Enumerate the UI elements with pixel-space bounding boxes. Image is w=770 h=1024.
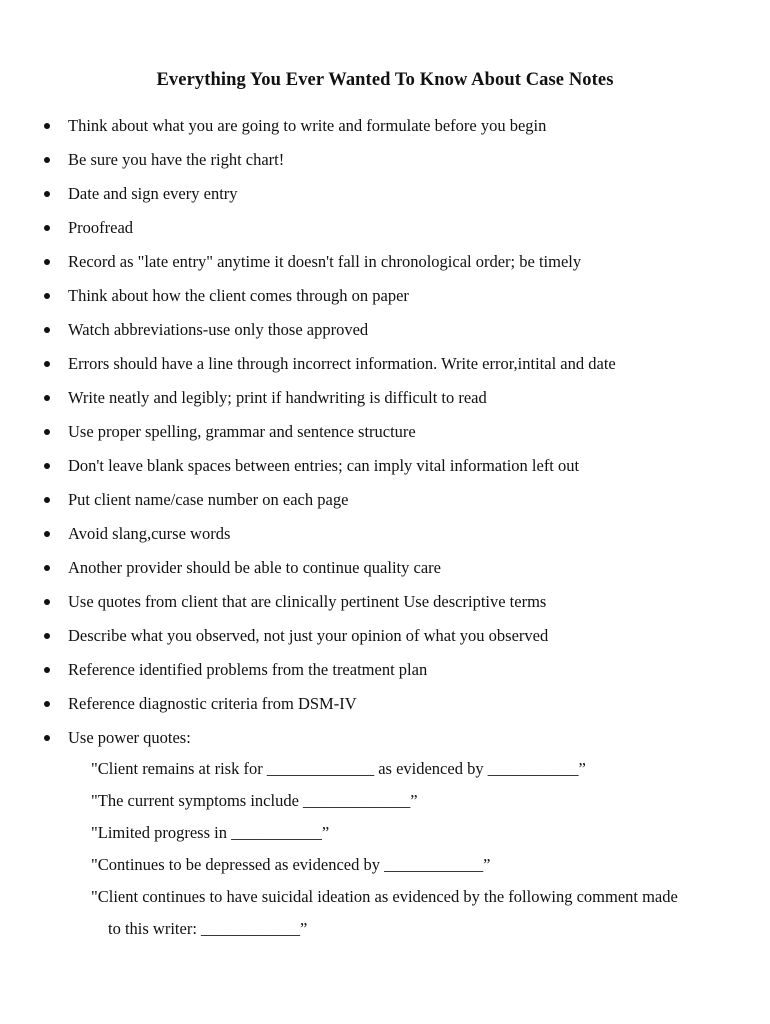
bullet-icon: [44, 123, 50, 129]
list-item: [0, 488, 770, 522]
list-item: [0, 556, 770, 590]
bullet-icon: [44, 293, 50, 299]
case-notes-list: [0, 114, 770, 760]
bullet-icon: [44, 735, 50, 741]
list-item-text: Think about what you are going to write and formulate before you begin: [68, 116, 547, 135]
list-item-text: Describe what you observed, not just your opinion of what you observed: [68, 626, 549, 645]
power-quote-text: "Client remains at risk for _____________ as evidenced by ___________”: [91, 759, 586, 778]
list-item: [0, 658, 770, 692]
power-quotes-list: [0, 757, 770, 949]
list-item-text: Errors should have a line through incorrect information. Write error,intital and date: [68, 354, 616, 373]
list-item-text: Don't leave blank spaces between entries; can imply vital information left out: [68, 456, 580, 475]
bullet-icon: [44, 701, 50, 707]
power-quote: [0, 789, 770, 821]
power-quote-text: "Limited progress in ___________”: [91, 823, 330, 842]
list-item: [0, 420, 770, 454]
list-item: [0, 726, 770, 760]
list-item: [0, 522, 770, 556]
list-item: [0, 624, 770, 658]
power-quote-text: to this writer: ____________”: [108, 919, 308, 938]
list-item: [0, 318, 770, 352]
list-item: [0, 454, 770, 488]
list-item-text: Another provider should be able to continue quality care: [68, 558, 441, 577]
list-item-text: Avoid slang,curse words: [68, 524, 231, 543]
list-item-text: Write neatly and legibly; print if handwriting is difficult to read: [68, 388, 487, 407]
power-quote: [0, 853, 770, 885]
bullet-icon: [44, 633, 50, 639]
bullet-icon: [44, 157, 50, 163]
bullet-icon: [44, 497, 50, 503]
bullet-icon: [44, 191, 50, 197]
list-item-text: Use power quotes:: [68, 728, 191, 747]
list-item: [0, 386, 770, 420]
list-item: [0, 216, 770, 250]
power-quote: [0, 757, 770, 789]
bullet-icon: [44, 327, 50, 333]
list-item-text: Date and sign every entry: [68, 184, 238, 203]
bullet-icon: [44, 565, 50, 571]
bullet-icon: [44, 225, 50, 231]
list-item: [0, 590, 770, 624]
bullet-icon: [44, 667, 50, 673]
list-item: [0, 692, 770, 726]
bullet-icon: [44, 531, 50, 537]
list-item-text: Reference identified problems from the treatment plan: [68, 660, 428, 679]
list-item: [0, 148, 770, 182]
list-item: [0, 284, 770, 318]
power-quote: [0, 821, 770, 853]
list-item-text: Put client name/case number on each page: [68, 490, 349, 509]
list-item-text: Proofread: [68, 218, 134, 237]
power-quote-text: "Continues to be depressed as evidenced by ____________”: [91, 855, 491, 874]
list-item: [0, 182, 770, 216]
power-quote: [0, 885, 770, 917]
list-item-text: Record as "late entry" anytime it doesn't fall in chronological order; be timely: [68, 252, 582, 271]
power-quote-text: "Client continues to have suicidal ideation as evidenced by the following comment made: [91, 887, 678, 906]
power-quote-continuation: [0, 917, 770, 949]
list-item-text: Think about how the client comes through on paper: [68, 286, 409, 305]
list-item: [0, 250, 770, 284]
page-title: Everything You Ever Wanted To Know About Case Notes: [156, 70, 614, 90]
bullet-icon: [44, 361, 50, 367]
bullet-icon: [44, 463, 50, 469]
bullet-icon: [44, 395, 50, 401]
bullet-icon: [44, 599, 50, 605]
bullet-icon: [44, 429, 50, 435]
list-item-text: Be sure you have the right chart!: [68, 150, 285, 169]
power-quote-text: "The current symptoms include _____________”: [91, 791, 418, 810]
list-item: [0, 352, 770, 386]
list-item: [0, 114, 770, 148]
list-item-text: Use quotes from client that are clinically pertinent Use descriptive terms: [68, 592, 547, 611]
list-item-text: Reference diagnostic criteria from DSM-IV: [68, 694, 357, 713]
list-item-text: Watch abbreviations-use only those approved: [68, 320, 369, 339]
list-item-text: Use proper spelling, grammar and sentence structure: [68, 422, 416, 441]
bullet-icon: [44, 259, 50, 265]
